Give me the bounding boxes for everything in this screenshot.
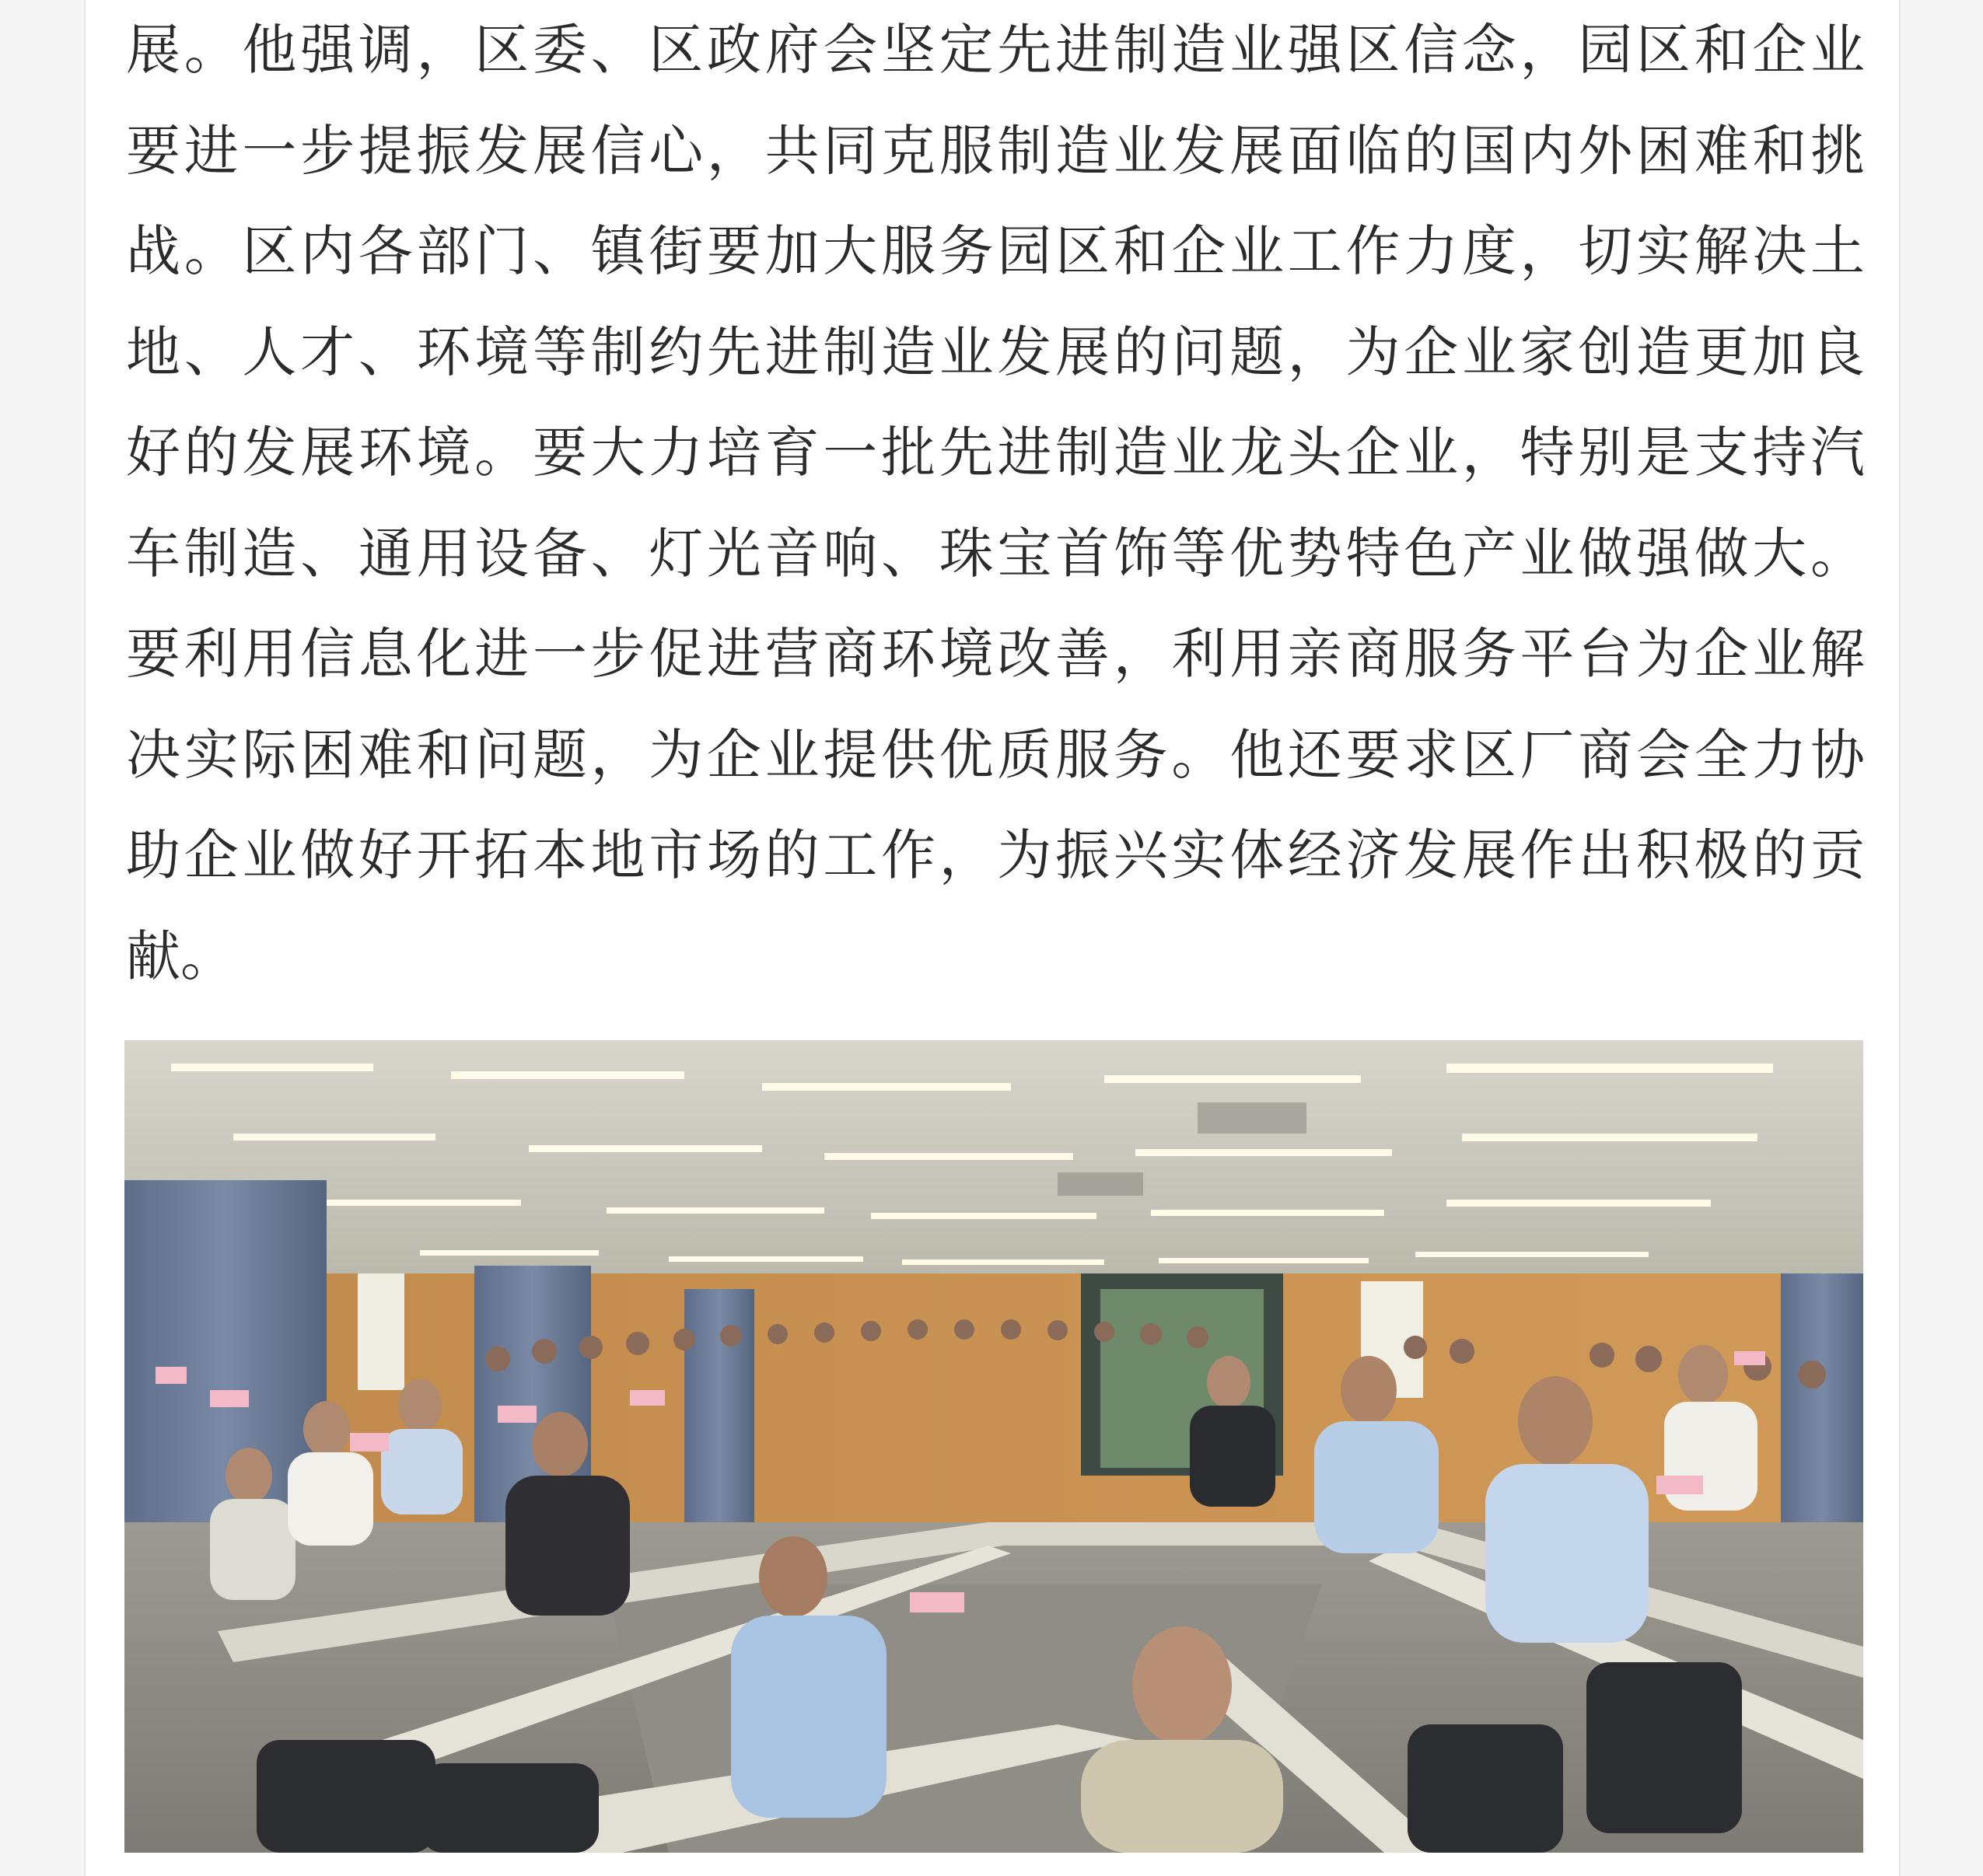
paragraph-line: 献。 [126, 924, 235, 988]
paragraph-line: 车制造、通用设备、灯光音响、珠宝首饰等优势特色产业做强做大。 [126, 521, 1865, 585]
paragraph-line: 好的发展环境。要大力培育一批先进制造业龙头企业，特别是支持汽 [126, 421, 1865, 484]
paragraph-line: 决实际困难和问题，为企业提供优质服务。他还要求区厂商会全力协 [126, 722, 1865, 787]
paragraph-line: 战。区内各部门、镇街要加大服务园区和企业工作力度，切实解决土 [126, 219, 1865, 283]
paragraph-line: 展。他强调，区委、区政府会坚定先进制造业强区信念，园区和企业 [126, 18, 1865, 82]
article-paragraph [126, 0, 1865, 1007]
paragraph-line: 要利用信息化进一步促进营商环境改善，利用亲商服务平台为企业解 [126, 622, 1865, 686]
paragraph-line: 要进一步提振发展信心，共同克服制造业发展面临的国内外困难和挑 [126, 118, 1865, 183]
article-page [84, 0, 1901, 1876]
ceiling [124, 1040, 1863, 1297]
paragraph-line: 助企业做好开拓本地市场的工作，为振兴实体经济发展作出积极的贡 [126, 823, 1865, 887]
paragraph-line: 地、人才、环境等制约先进制造业发展的问题，为企业家创造更加良 [126, 320, 1865, 384]
meeting-photo [124, 1040, 1863, 1853]
